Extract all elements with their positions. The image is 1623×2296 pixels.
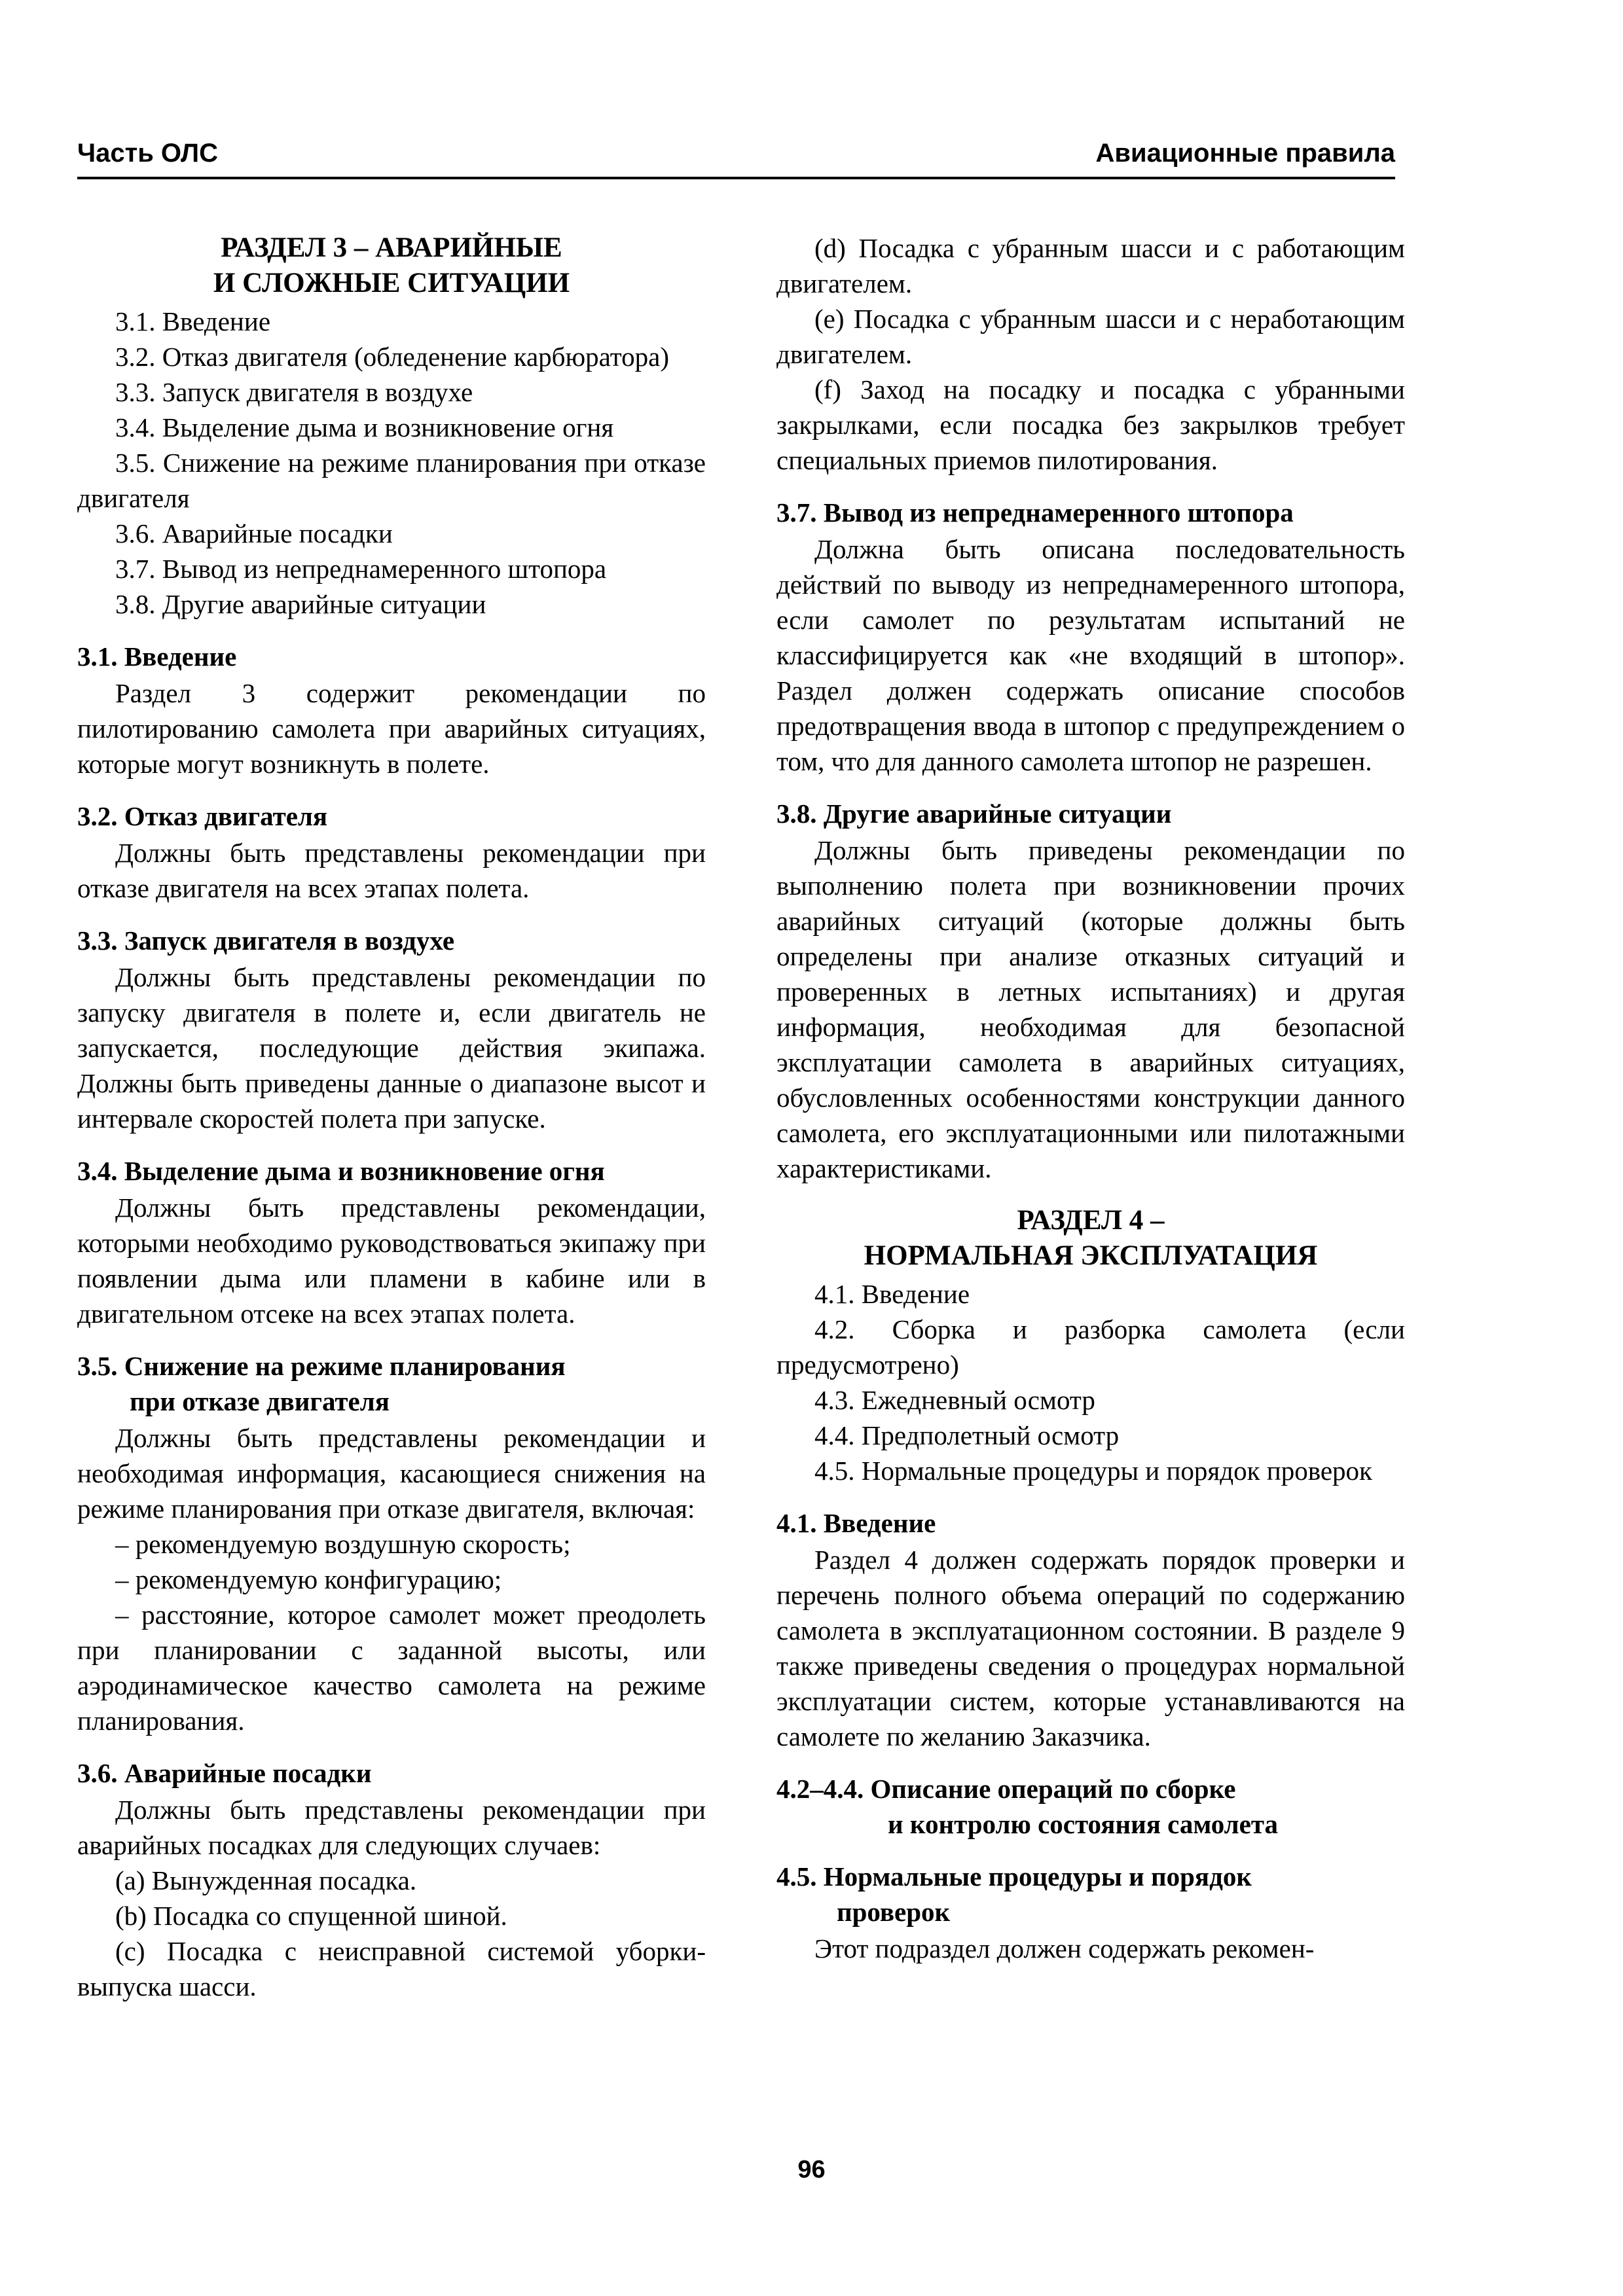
- paragraph-3-6: Должны быть представлены рекомендации при аварийных посадках для следующих случаев:: [77, 1795, 706, 1860]
- heading-3-4: 3.4. Выделение дыма и возникновение огня: [77, 1156, 605, 1186]
- paragraph-3-1: Раздел 3 содержит рекомендации по пилотированию самолета при аварийных ситуациях, которые могут возникнуть в полете.: [77, 678, 706, 779]
- heading-4-2-4-4: 4.2–4.4. Описание операций по сборке и контролю состояния самолета: [776, 1774, 1279, 1839]
- toc-item: 4.4. Предполетный осмотр: [814, 1420, 1120, 1450]
- heading-3-3: 3.3. Запуск двигателя в воздухе: [77, 925, 455, 956]
- list-item: – расстояние, которое самолет может преодолеть при планировании с заданной высоты, или аэродинамическое качество самолета на режиме планирования.: [77, 1600, 706, 1736]
- toc-item: 4.5. Нормальные процедуры и порядок проверок: [814, 1456, 1372, 1486]
- header-left: Часть ОЛС: [77, 139, 218, 168]
- paragraph-3-8: Должны быть приведены рекомендации по выполнению полета при возникновении прочих аварийных ситуаций (которые должны быть определены при анализе отказных ситуаций и проверенных в летных испытаниях) и другая информация, необходимая для безопасной эксплуатации самолета в аварийных ситуациях, обусловленных особенностями конструкции данного самолета, его эксплуатационными или пилотажными характеристиками.: [776, 835, 1405, 1183]
- heading-3-5: 3.5. Снижение на режиме планирования при отказе двигателя: [77, 1351, 566, 1416]
- list-item: (d) Посадка с убранным шасси и с работающим двигателем.: [776, 233, 1405, 298]
- list-item: – рекомендуемую воздушную скорость;: [115, 1529, 571, 1559]
- heading-3-1: 3.1. Введение: [77, 641, 237, 672]
- list-item: (c) Посадка с неисправной системой уборки-выпуска шасси.: [77, 1936, 706, 2001]
- heading-4-5: 4.5. Нормальные процедуры и порядок проверок: [776, 1861, 1252, 1927]
- list-item: (e) Посадка с убранным шасси и с неработающим двигателем.: [776, 304, 1405, 369]
- paragraph-4-5: Этот подраздел должен содержать рекомен-: [814, 1933, 1315, 1964]
- heading-3-8: 3.8. Другие аварийные ситуации: [776, 798, 1172, 829]
- toc-item: 4.2. Сборка и разборка самолета (если предусмотрено): [776, 1314, 1405, 1380]
- list-item: (a) Вынужденная посадка.: [115, 1865, 417, 1895]
- toc-item: 3.6. Аварийные посадки: [115, 518, 393, 548]
- page-number: 96: [797, 2156, 826, 2183]
- page-header: [77, 139, 1395, 179]
- paragraph-3-5: Должны быть представлены рекомендации и необходимая информация, касающиеся снижения на режиме планирования при отказе двигателя, включая:: [77, 1423, 706, 1524]
- toc-item: 4.3. Ежедневный осмотр: [814, 1385, 1095, 1415]
- list-item: (f) Заход на посадку и посадка с убранными закрылками, если посадка без закрылков требует специальных приемов пилотирования.: [776, 374, 1405, 475]
- left-column: [77, 230, 706, 2004]
- list-item: – рекомендуемую конфигурацию;: [115, 1564, 502, 1594]
- section-4-title: РАЗДЕЛ 4 – НОРМАЛЬНАЯ ЭКСПЛУАТАЦИЯ: [864, 1205, 1318, 1271]
- paragraph-4-1: Раздел 4 должен содержать порядок проверки и перечень полного объема операций по содержанию самолета в эксплуатационном состоянии. В разделе 9 также приведены сведения о процедурах нормальной эксплуатации систем, которые устанавливаются на самолете по желанию Заказчика.: [776, 1545, 1405, 1751]
- toc-item: 3.8. Другие аварийные ситуации: [115, 589, 486, 619]
- section-3-title: РАЗДЕЛ 3 – АВАРИЙНЫЕ И СЛОЖНЫЕ СИТУАЦИИ: [213, 232, 570, 298]
- heading-3-6: 3.6. Аварийные посадки: [77, 1758, 372, 1788]
- paragraph-3-3: Должны быть представлены рекомендации по запуску двигателя в полете и, если двигатель не запускается, последующие действия экипажа. Должны быть приведены данные о диапазоне высот и интервале скоростей полета при запуске.: [77, 962, 706, 1134]
- paragraph-3-4: Должны быть представлены рекомендации, которыми необходимо руководствоваться экипажу при появлении дыма или пламени в кабине или в двигательном отсеке на всех этапах полета.: [77, 1193, 706, 1329]
- right-column: [776, 230, 1405, 1966]
- paragraph-3-7: Должна быть описана последовательность действий по выводу из непреднамеренного штопора, если самолет по результатам испытаний не классифицируется как «не входящий в штопор». Раздел должен содержать описание способов предотвращения ввода в штопор с предупреждением о том, что для данного самолета штопор не разрешен.: [776, 534, 1405, 776]
- toc-item: 3.2. Отказ двигателя (обледенение карбюратора): [115, 342, 670, 372]
- list-item: (b) Посадка со спущенной шиной.: [115, 1901, 507, 1931]
- toc-item: 3.3. Запуск двигателя в воздухе: [115, 377, 473, 407]
- toc-item: 4.1. Введение: [814, 1279, 970, 1309]
- heading-3-2: 3.2. Отказ двигателя: [77, 801, 328, 831]
- toc-item: 3.1. Введение: [115, 306, 271, 336]
- toc-item: 3.5. Снижение на режиме планирования при отказе двигателя: [77, 448, 706, 513]
- heading-3-7: 3.7. Вывод из непреднамеренного штопора: [776, 497, 1294, 528]
- toc-item: 3.4. Выделение дыма и возникновение огня: [115, 412, 614, 442]
- paragraph-3-2: Должны быть представлены рекомендации при отказе двигателя на всех этапах полета.: [77, 838, 706, 903]
- heading-4-1: 4.1. Введение: [776, 1508, 936, 1538]
- header-right: Авиационные правила: [1095, 139, 1395, 168]
- toc-item: 3.7. Вывод из непреднамеренного штопора: [115, 554, 607, 584]
